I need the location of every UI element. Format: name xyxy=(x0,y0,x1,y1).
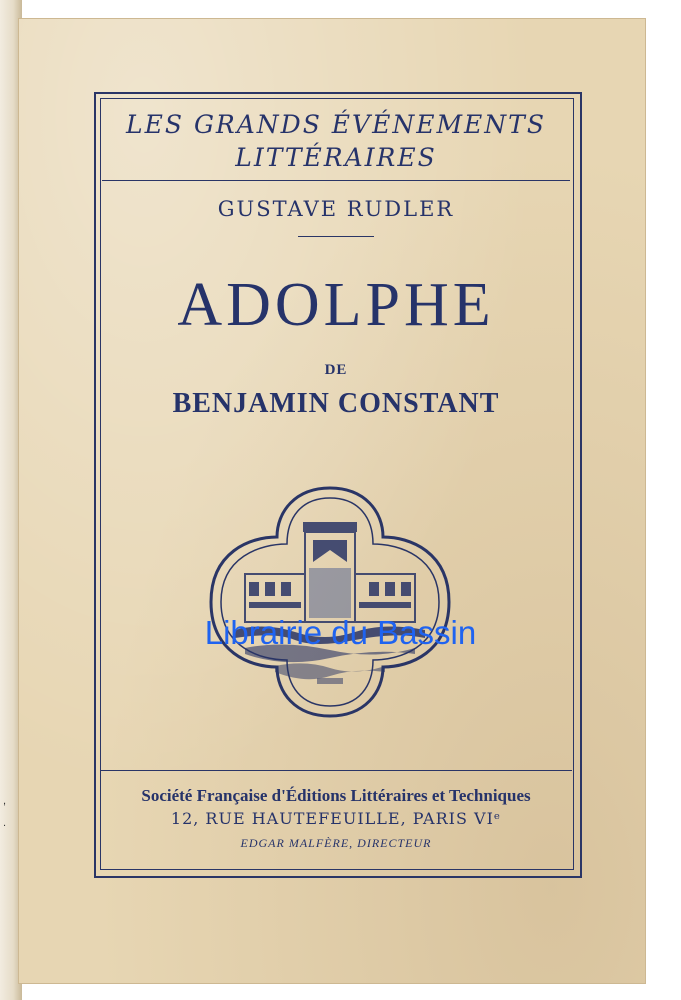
book-title: ADOLPHE xyxy=(177,271,495,339)
author-underline xyxy=(298,236,374,237)
publisher-address: 12, RUE HAUTEFEUILLE, PARIS VIᵉ xyxy=(170,809,502,828)
edge-marks: , . xyxy=(3,795,7,829)
bookseller-watermark: Librairie du Bassin xyxy=(204,614,477,651)
quatrefoil-castle-emblem-icon xyxy=(205,482,455,722)
author-name: GUSTAVE RUDLER xyxy=(217,197,455,221)
series-divider xyxy=(102,180,570,181)
publisher-name: Société Française d'Éditions Littéraires et Techniques xyxy=(141,786,531,805)
title-preposition: DE xyxy=(324,362,348,378)
subject-name: BENJAMIN CONSTANT xyxy=(172,388,500,419)
publisher-divider xyxy=(100,770,572,771)
series-title-line2: LITTÉRAIRES xyxy=(235,143,437,172)
publisher-director: EDGAR MALFÈRE, DIRECTEUR xyxy=(240,836,432,850)
series-title-line1: LES GRANDS ÉVÉNEMENTS xyxy=(126,110,546,139)
